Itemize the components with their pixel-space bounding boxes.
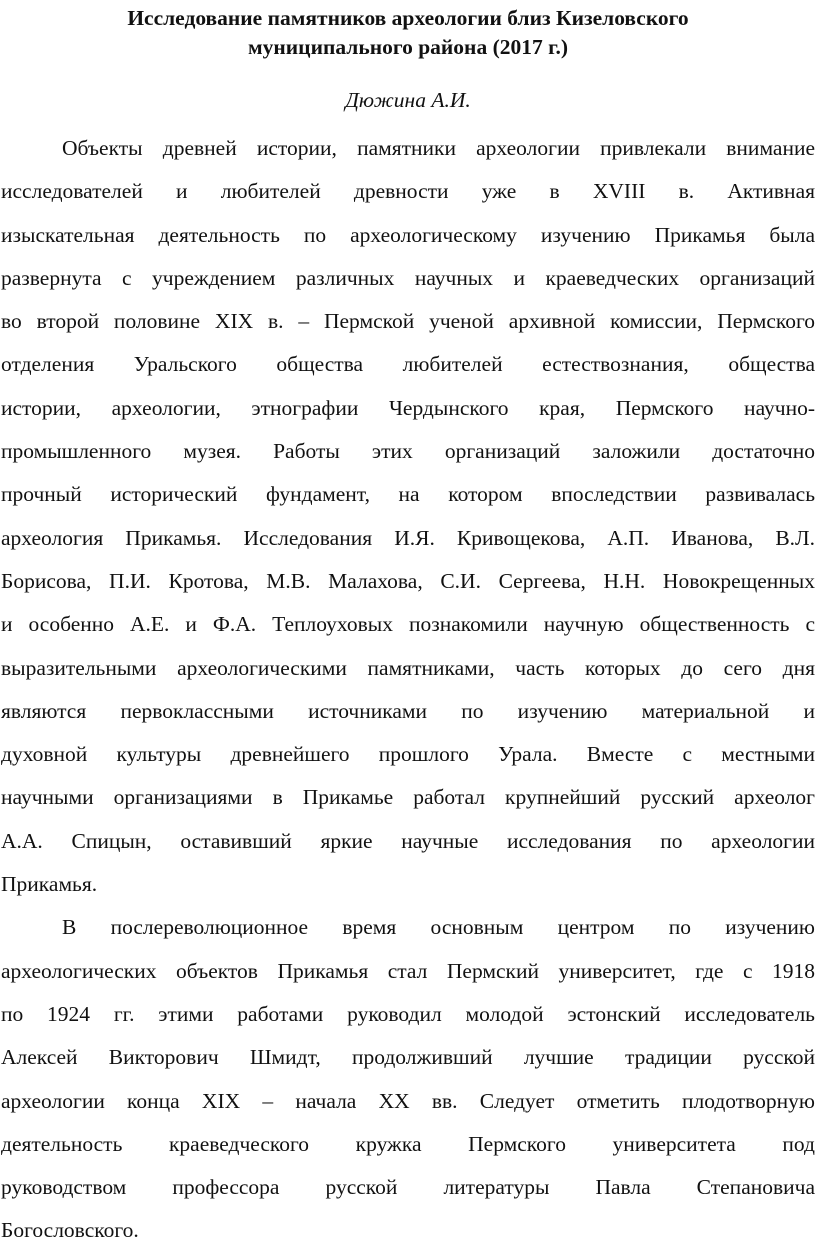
paragraph-line: Объекты древней истории, памятники археологии привлекали внимание: [62, 136, 815, 160]
paragraph-line: духовной культуры древнейшего прошлого Урала. Вместе с местными: [1, 742, 815, 767]
paragraph-line: по 1924 гг. этими работами руководил молодой эстонский исследователь: [1, 1001, 815, 1026]
paragraph-line: отделения Уральского общества любителей естествознания, общества: [1, 352, 815, 377]
paragraph-line: А.А. Спицын, оставивший яркие научные исследования по археологии: [1, 828, 815, 853]
paragraph-line: руководством профессора русской литературы Павла Степановича: [1, 1175, 815, 1200]
paragraph-line: во второй половине XIX в. – Пермской ученой архивной комиссии, Пермского: [1, 309, 815, 334]
paragraph-line: деятельность краеведческого кружка Пермского университета под: [1, 1131, 815, 1156]
paragraph-line: промышленного музея. Работы этих организаций заложили достаточно: [1, 439, 815, 464]
document-title: [1, 4, 815, 62]
paragraph-line: прочный исторический фундамент, на котором впоследствии развивалась: [1, 482, 815, 507]
paragraph-line: Богословского.: [1, 1218, 139, 1243]
title-line: муниципального района (2017 г.): [248, 35, 568, 59]
paragraph-line: В послереволюционное время основным центром по изучению: [62, 915, 815, 940]
paragraph-line: Прикамья.: [1, 872, 98, 897]
paragraph-2: [1, 906, 815, 1252]
paragraph-1: [1, 127, 815, 906]
paragraph-line: исследователей и любителей древности уже в XVIII в. Активная: [1, 179, 815, 204]
paragraph-line: являются первоклассными источниками по изучению материальной и: [1, 698, 815, 723]
paragraph-line: выразительными археологическими памятниками, часть которых до сего дня: [1, 655, 815, 680]
author-name: Дюжина А.И.: [345, 88, 471, 112]
paragraph-line: развернута с учреждением различных научных и краеведческих организаций: [1, 265, 815, 290]
paragraph-line: археологии конца XIX – начала XX вв. Следует отметить плодотворную: [1, 1088, 815, 1113]
paragraph-line: Алексей Викторович Шмидт, продолживший лучшие традиции русской: [1, 1045, 815, 1070]
paragraph-line: изыскательная деятельность по археологическому изучению Прикамья была: [1, 222, 815, 247]
title-line: Исследование памятников археологии близ Кизеловского: [127, 6, 689, 30]
paragraph-line: истории, археологии, этнографии Чердынского края, Пермского научно-: [1, 395, 815, 420]
paragraph-line: археология Прикамья. Исследования И.Я. Кривощекова, А.П. Иванова, В.Л.: [1, 525, 815, 550]
paragraph-line: и особенно А.Е. и Ф.А. Теплоуховых познакомили научную общественность с: [1, 612, 815, 637]
paragraph-line: научными организациями в Прикамье работал крупнейший русский археолог: [1, 785, 815, 810]
paragraph-line: археологических объектов Прикамья стал Пермский университет, где с 1918: [1, 958, 815, 983]
paragraph-line: Борисова, П.И. Кротова, М.В. Малахова, С.И. Сергеева, Н.Н. Новокрещенных: [1, 568, 815, 593]
